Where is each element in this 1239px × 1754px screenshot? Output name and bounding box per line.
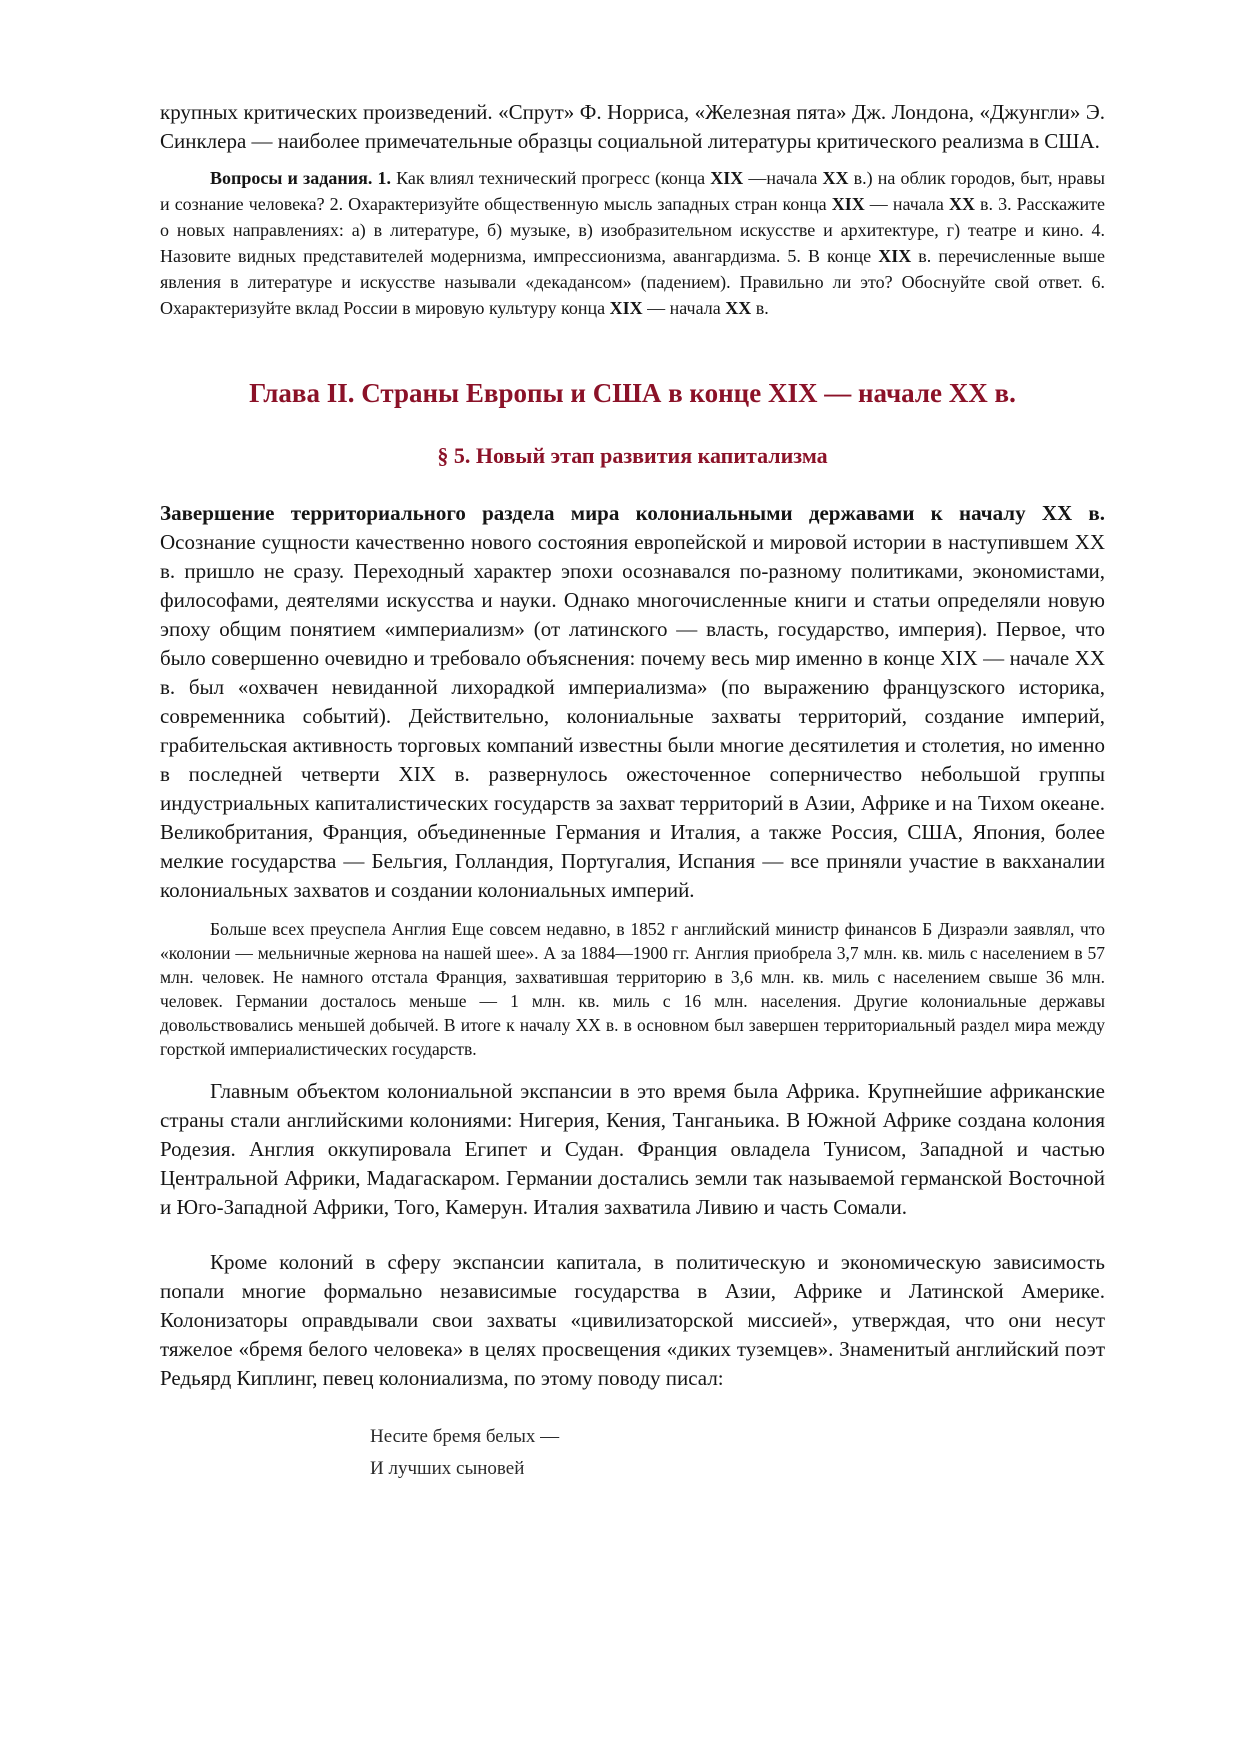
poem-line: Несите бремя белых — <box>370 1426 560 1447</box>
poem-line: И лучших сыновей <box>370 1458 525 1479</box>
questions-and-tasks-block: Вопросы и задания. 1. Как влиял технический прогресс (конца XIX —начала XX в.) на облик городов, быт, нравы и сознание человека? 2. Охарактеризуйте общественную мысль западных стран конца XIX — начала XX в. 3. Расскажите о новых направлениях: а) в литературе, б) музыке, в) изобразительном искусстве и архитектуре, г) театре и кино. 4. Назовите видных представителей модернизма, импрессионизма, авангардизма. 5. В конце XIX в. перечисленные выше явления в литературе и искусстве называли «декадансом» (падением). Правильно ли это? Обоснуйте свой ответ. 6. Охарактеризуйте вклад России в мировую культуру конца XIX — начала XX в. <box>160 168 1105 318</box>
statistics-paragraph: Больше всех преуспела Англия Еще совсем недавно, в 1852 г английский министр финансов Б Дизраэли заявлял, что «колонии — мельничные жернова на нашей шее». А за 1884—1900 гг. Англия приобрела 3,7 млн. кв. миль с населением в 57 млн. человек. Не намного отстала Франция, захватившая территорию в 3,6 млн. кв. миль с населением свыше 36 млн. человек. Германии досталось меньше — 1 млн. кв. миль с 16 млн. населения. Другие колониальные державы довольствовались меньшей добычей. В итоге к началу XX в. в основном был завершен территориальный раздел мира между горсткой империалистических государств. <box>160 919 1105 1059</box>
africa-paragraph: Главным объектом колониальной экспансии в это время была Африка. Крупнейшие африканские страны стали английскими колониями: Нигерия, Кения, Танганьика. В Южной Африке создана колония Родезия. Англия оккупировала Египет и Судан. Франция овладела Тунисом, Западной и частью Центральной Африки, Мадагаскаром. Германии достались земли так называемой германской Восточной и Юго-Западной Африки, Того, Камерун. Италия захватила Ливию и часть Сомали. <box>160 1079 1105 1219</box>
continuation-paragraph: крупных критических произведений. «Спрут» Ф. Норриса, «Железная пята» Дж. Лондона, «Джунгли» Э. Синклера — наиболее примечательные образцы социальной литературы критического реализма в США. <box>160 100 1105 153</box>
kipling-poem <box>370 1421 1105 1485</box>
chapter-heading: Глава II. Страны Европы и США в конце XIX — начале XX в. <box>249 378 1016 408</box>
expansion-paragraph: Кроме колоний в сферу экспансии капитала, в политическую и экономическую зависимость попали многие формально независимые государства в Азии, Африке и Латинской Америке. Колонизаторы оправдывали свои захваты «цивилизаторской миссией», утверждая, что они несут тяжелое «бремя белого человека» в целях просвещения «диких туземцев». Знаменитый английский поэт Редьярд Киплинг, певец колониализма, по этому поводу писал: <box>160 1250 1105 1390</box>
section-heading: § 5. Новый этап развития капитализма <box>437 443 828 468</box>
main-paragraph: Завершение территориального раздела мира колониальными державами к началу XX в. Осознание сущности качественно нового состояния европейской и мировой истории в наступившем XX в. пришло не сразу. Переходный характер эпохи осознавался по-разному политиками, экономистами, философами, деятелями искусства и науки. Однако многочисленные книги и статьи определяли новую эпоху общим понятием «империализм» (от латинского — власть, государство, империя). Первое, что было совершенно очевидно и требовало объяснения: почему весь мир именно в конце XIX — начале XX в. был «охвачен невиданной лихорадкой империализма» (по выражению французского историка, современника событий). Действительно, колониальные захваты территорий, создание империй, грабительская активность торговых компаний известны были многие десятилетия и столетия, но именно в последней четверти XIX в. развернулось ожесточенное соперничество небольшой группы индустриальных капиталистических государств за захват территорий в Азии, Африке и на Тихом океане. Великобритания, Франция, объединенные Германия и Италия, а также Россия, США, Япония, более мелкие государства — Бельгия, Голландия, Португалия, Испания — все приняли участие в вакханалии колониальных захватов и создании колониальных империй. <box>160 501 1105 902</box>
